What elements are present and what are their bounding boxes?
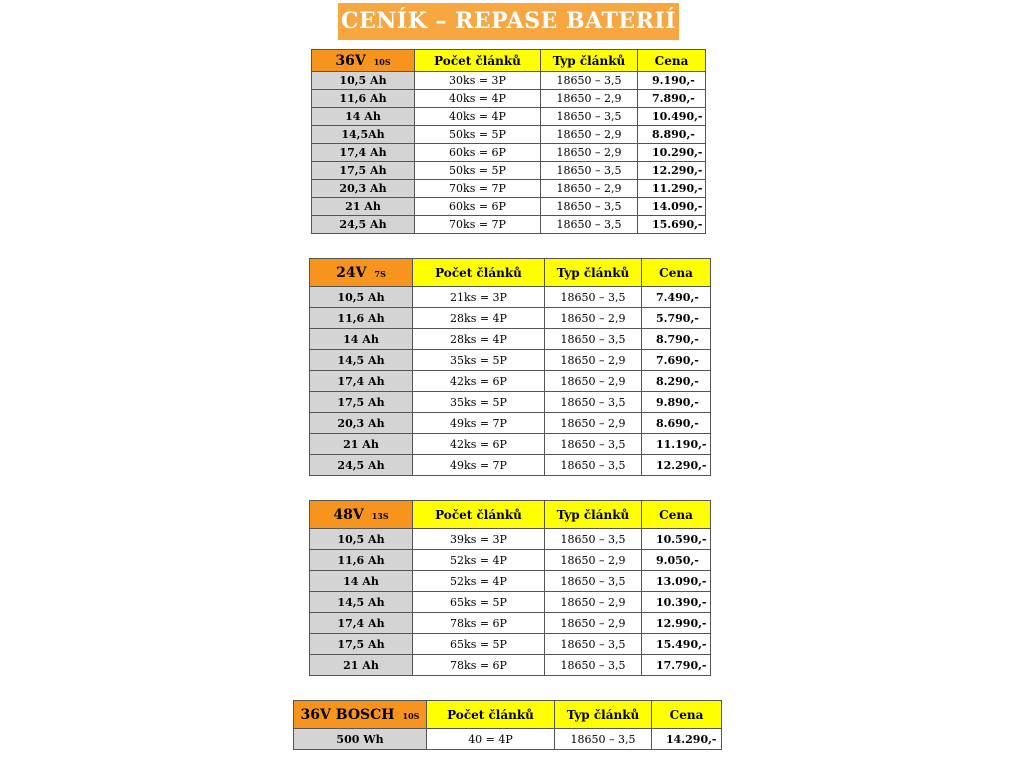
capacity-cell: 14 Ah <box>312 108 415 126</box>
capacity-cell: 21 Ah <box>312 198 415 216</box>
type-cell: 18650 – 2,9 <box>541 126 638 144</box>
price-cell: 10.290,- <box>638 144 706 162</box>
cells-cell: 40ks = 4P <box>415 90 541 108</box>
type-cell: 18650 – 2,9 <box>545 413 642 434</box>
capacity-cell: 24,5 Ah <box>310 455 413 476</box>
cells-header: Počet článků <box>427 701 555 729</box>
type-cell: 18650 – 2,9 <box>545 592 642 613</box>
table-row <box>310 655 711 676</box>
cells-cell: 52ks = 4P <box>413 571 545 592</box>
price-cell: 7.490,- <box>642 287 711 308</box>
price-cell: 9.890,- <box>642 392 711 413</box>
price-table-36v-bosch <box>293 700 722 750</box>
price-cell: 11.190,- <box>642 434 711 455</box>
cells-cell: 65ks = 5P <box>413 592 545 613</box>
type-cell: 18650 – 2,9 <box>545 371 642 392</box>
price-cell: 5.790,- <box>642 308 711 329</box>
capacity-cell: 10,5 Ah <box>310 287 413 308</box>
cells-cell: 78ks = 6P <box>413 613 545 634</box>
type-cell: 18650 – 3,5 <box>545 655 642 676</box>
table-row <box>312 108 706 126</box>
price-header: Cena <box>652 701 722 729</box>
price-header: Cena <box>642 501 711 529</box>
capacity-cell: 17,4 Ah <box>312 144 415 162</box>
capacity-cell: 21 Ah <box>310 655 413 676</box>
table-row <box>310 592 711 613</box>
table-row <box>310 287 711 308</box>
type-header: Typ článků <box>545 501 642 529</box>
price-cell: 15.490,- <box>642 634 711 655</box>
price-cell: 10.490,- <box>638 108 706 126</box>
table-row <box>310 550 711 571</box>
price-cell: 9.190,- <box>638 72 706 90</box>
type-cell: 18650 – 2,9 <box>541 144 638 162</box>
cells-cell: 21ks = 3P <box>413 287 545 308</box>
cells-cell: 50ks = 5P <box>415 126 541 144</box>
price-cell: 15.690,- <box>638 216 706 234</box>
table-row <box>312 144 706 162</box>
capacity-cell: 14 Ah <box>310 329 413 350</box>
cells-cell: 60ks = 6P <box>415 144 541 162</box>
table-row <box>310 571 711 592</box>
cells-cell: 49ks = 7P <box>413 413 545 434</box>
price-header: Cena <box>638 50 706 72</box>
table-row <box>310 413 711 434</box>
capacity-cell: 11,6 Ah <box>312 90 415 108</box>
cells-header: Počet článků <box>413 501 545 529</box>
capacity-cell: 17,4 Ah <box>310 371 413 392</box>
table-row <box>310 350 711 371</box>
table-row <box>312 162 706 180</box>
cells-cell: 35ks = 5P <box>413 392 545 413</box>
price-cell: 10.390,- <box>642 592 711 613</box>
price-cell: 13.090,- <box>642 571 711 592</box>
capacity-cell: 17,5 Ah <box>312 162 415 180</box>
type-header: Typ článků <box>555 701 652 729</box>
type-cell: 18650 – 3,5 <box>541 72 638 90</box>
type-cell: 18650 – 2,9 <box>545 550 642 571</box>
price-header: Cena <box>642 259 711 287</box>
voltage-header: 24V 7S <box>310 259 413 287</box>
cells-cell: 70ks = 7P <box>415 216 541 234</box>
type-cell: 18650 – 3,5 <box>541 198 638 216</box>
capacity-cell: 17,5 Ah <box>310 392 413 413</box>
type-cell: 18650 – 2,9 <box>541 180 638 198</box>
type-cell: 18650 – 2,9 <box>541 90 638 108</box>
voltage-header: 36V BOSCH 10S <box>294 701 427 729</box>
type-cell: 18650 – 3,5 <box>541 162 638 180</box>
capacity-cell: 17,5 Ah <box>310 634 413 655</box>
capacity-cell: 14,5 Ah <box>310 350 413 371</box>
capacity-cell: 500 Wh <box>294 729 427 750</box>
cells-cell: 28ks = 4P <box>413 329 545 350</box>
page-title: CENÍK – REPASE BATERIÍ <box>338 3 679 40</box>
type-cell: 18650 – 3,5 <box>555 729 652 750</box>
table-row <box>312 198 706 216</box>
cells-cell: 28ks = 4P <box>413 308 545 329</box>
type-cell: 18650 – 3,5 <box>545 455 642 476</box>
type-cell: 18650 – 3,5 <box>545 634 642 655</box>
price-cell: 7.690,- <box>642 350 711 371</box>
cells-cell: 40 = 4P <box>427 729 555 750</box>
capacity-cell: 20,3 Ah <box>310 413 413 434</box>
table-row <box>312 126 706 144</box>
price-cell: 17.790,- <box>642 655 711 676</box>
capacity-cell: 10,5 Ah <box>312 72 415 90</box>
cells-cell: 65ks = 5P <box>413 634 545 655</box>
cells-header: Počet článků <box>413 259 545 287</box>
table-row <box>310 434 711 455</box>
cells-cell: 78ks = 6P <box>413 655 545 676</box>
capacity-cell: 20,3 Ah <box>312 180 415 198</box>
table-row <box>294 729 722 750</box>
capacity-cell: 11,6 Ah <box>310 308 413 329</box>
price-cell: 12.290,- <box>638 162 706 180</box>
table-row <box>312 90 706 108</box>
table-row <box>312 72 706 90</box>
cells-cell: 49ks = 7P <box>413 455 545 476</box>
type-cell: 18650 – 3,5 <box>541 216 638 234</box>
cells-cell: 30ks = 3P <box>415 72 541 90</box>
capacity-cell: 14,5Ah <box>312 126 415 144</box>
voltage-header: 48V 13S <box>310 501 413 529</box>
cells-cell: 35ks = 5P <box>413 350 545 371</box>
table-row <box>310 613 711 634</box>
type-cell: 18650 – 3,5 <box>545 329 642 350</box>
type-cell: 18650 – 3,5 <box>545 529 642 550</box>
price-cell: 14.090,- <box>638 198 706 216</box>
cells-cell: 70ks = 7P <box>415 180 541 198</box>
table-row <box>310 329 711 350</box>
cells-cell: 42ks = 6P <box>413 434 545 455</box>
capacity-cell: 24,5 Ah <box>312 216 415 234</box>
cells-cell: 52ks = 4P <box>413 550 545 571</box>
price-cell: 8.890,- <box>638 126 706 144</box>
price-table-24v <box>309 258 711 476</box>
price-cell: 12.990,- <box>642 613 711 634</box>
cells-cell: 50ks = 5P <box>415 162 541 180</box>
type-cell: 18650 – 3,5 <box>541 108 638 126</box>
capacity-cell: 11,6 Ah <box>310 550 413 571</box>
table-row <box>310 308 711 329</box>
price-cell: 8.290,- <box>642 371 711 392</box>
type-cell: 18650 – 3,5 <box>545 571 642 592</box>
type-cell: 18650 – 3,5 <box>545 434 642 455</box>
type-cell: 18650 – 2,9 <box>545 350 642 371</box>
cells-cell: 60ks = 6P <box>415 198 541 216</box>
price-cell: 10.590,- <box>642 529 711 550</box>
price-cell: 8.790,- <box>642 329 711 350</box>
price-cell: 8.690,- <box>642 413 711 434</box>
table-row <box>310 455 711 476</box>
type-cell: 18650 – 3,5 <box>545 392 642 413</box>
table-row <box>310 392 711 413</box>
type-header: Typ článků <box>541 50 638 72</box>
table-row <box>310 634 711 655</box>
price-cell: 14.290,- <box>652 729 722 750</box>
type-cell: 18650 – 2,9 <box>545 613 642 634</box>
cells-cell: 39ks = 3P <box>413 529 545 550</box>
capacity-cell: 21 Ah <box>310 434 413 455</box>
table-row <box>312 180 706 198</box>
price-cell: 11.290,- <box>638 180 706 198</box>
cells-cell: 40ks = 4P <box>415 108 541 126</box>
capacity-cell: 14,5 Ah <box>310 592 413 613</box>
type-cell: 18650 – 3,5 <box>545 287 642 308</box>
type-cell: 18650 – 2,9 <box>545 308 642 329</box>
capacity-cell: 14 Ah <box>310 571 413 592</box>
price-cell: 7.890,- <box>638 90 706 108</box>
type-header: Typ článků <box>545 259 642 287</box>
cells-cell: 42ks = 6P <box>413 371 545 392</box>
table-row <box>310 529 711 550</box>
price-table-36v <box>311 49 706 234</box>
voltage-header: 36V 10S <box>312 50 415 72</box>
capacity-cell: 10,5 Ah <box>310 529 413 550</box>
price-table-48v <box>309 500 711 676</box>
price-cell: 9.050,- <box>642 550 711 571</box>
price-cell: 12.290,- <box>642 455 711 476</box>
cells-header: Počet článků <box>415 50 541 72</box>
table-row <box>310 371 711 392</box>
capacity-cell: 17,4 Ah <box>310 613 413 634</box>
table-row <box>312 216 706 234</box>
